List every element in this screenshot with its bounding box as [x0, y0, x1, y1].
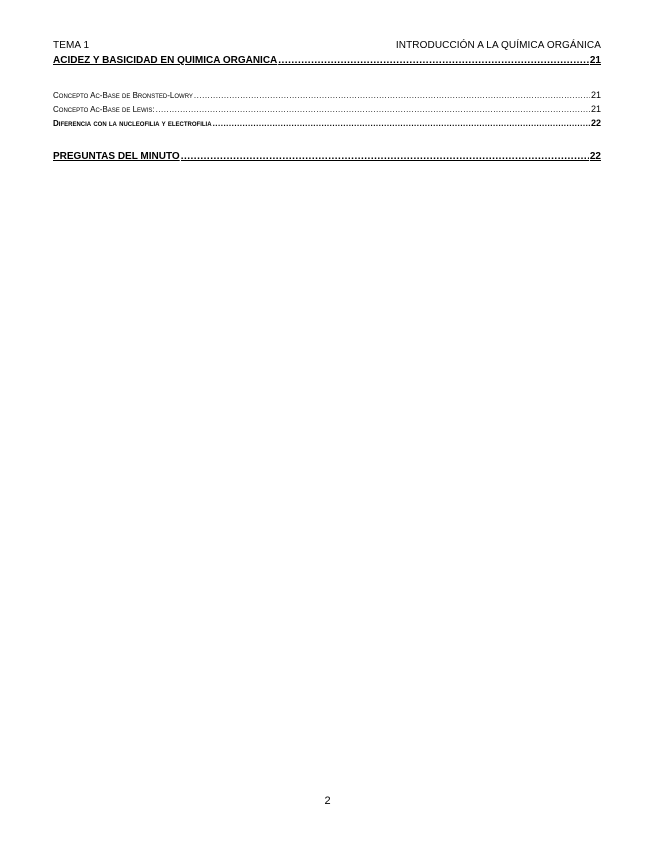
toc-entry-title: PREGUNTAS DEL MINUTO — [53, 151, 180, 162]
toc-entry-page: 21 — [589, 55, 601, 66]
toc-entry-page: 21 — [590, 90, 601, 100]
header-chapter: TEMA 1 — [53, 40, 90, 51]
toc-entry-bronsted[interactable] — [53, 90, 601, 100]
toc-entry-title: Diferencia con la nucleofilia y electrofilia — [53, 119, 212, 128]
toc-entry-title: Concepto Ac-Base de Lewis: — [53, 105, 155, 114]
toc-leader-dots — [213, 119, 590, 128]
page-number: 2 — [324, 795, 331, 807]
toc-entry-lewis[interactable] — [53, 104, 601, 114]
toc-entry-page: 21 — [590, 104, 601, 114]
toc-entry-preguntas[interactable] — [53, 151, 601, 162]
toc-leader-dots — [156, 105, 590, 114]
header-title: INTRODUCCIÓN A LA QUÍMICA ORGÁNICA — [395, 40, 601, 51]
toc-entry-nucleofilia[interactable] — [53, 118, 601, 128]
toc-entry-page: 22 — [589, 151, 601, 162]
page-header — [53, 40, 601, 54]
toc-entry-title: ACIDEZ Y BASICIDAD EN QUÍMICA ORGÁNICA — [53, 55, 278, 66]
toc-leader-dots — [194, 91, 590, 100]
toc-entry-title: Concepto Ac-Base de Bronsted-Lowry — [53, 91, 193, 100]
toc-entry-page: 22 — [590, 118, 601, 128]
toc-leader-dots — [181, 151, 589, 162]
toc-leader-dots — [278, 55, 589, 66]
toc-entry-acidez[interactable] — [53, 55, 601, 66]
